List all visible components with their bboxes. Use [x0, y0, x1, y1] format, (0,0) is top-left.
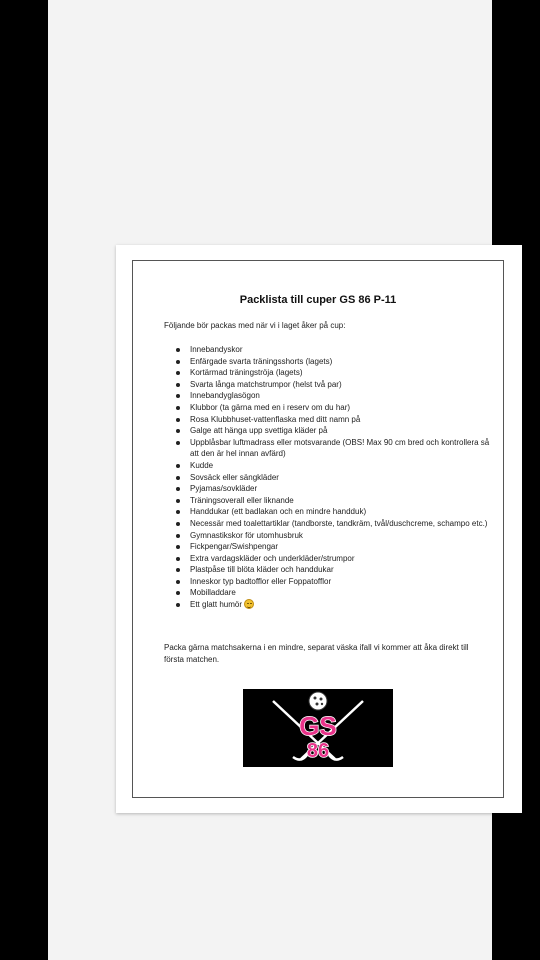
list-item-text: Sovsäck eller sängkläder	[190, 472, 279, 482]
list-item	[164, 541, 494, 553]
list-item-text: Gymnastikskor för utomhusbruk	[190, 530, 303, 540]
list-item	[164, 518, 494, 530]
list-item-text: Pyjamas/sovkläder	[190, 484, 258, 494]
list-item-text: Träningsoverall eller liknande	[190, 495, 294, 505]
list-item	[164, 599, 494, 611]
bullet-icon	[176, 418, 180, 422]
bullet-icon	[176, 603, 180, 607]
document-page	[116, 245, 522, 813]
bullet-icon	[176, 441, 180, 445]
logo-letters: GS	[299, 711, 337, 741]
list-item	[164, 379, 494, 391]
bullet-icon	[176, 499, 180, 503]
packing-list	[164, 344, 494, 611]
smiley-icon	[244, 599, 254, 609]
list-item	[164, 414, 494, 426]
bullet-icon	[176, 371, 180, 375]
bullet-icon	[176, 383, 180, 387]
list-item	[164, 356, 494, 368]
bullet-icon	[176, 429, 180, 433]
list-item-text: Innebandyskor	[190, 345, 243, 354]
document-viewer[interactable]	[48, 0, 492, 960]
list-item-text: Inneskor typ badtofflor eller Foppatofflor	[190, 576, 332, 586]
list-item	[164, 530, 494, 542]
list-item	[164, 495, 494, 507]
list-item	[164, 506, 494, 518]
list-item-text: Ett glatt humör	[190, 600, 243, 610]
list-item-text: Handdukar (ett badlakan och en mindre handduk)	[190, 507, 367, 517]
list-item-text: Galge att hänga upp svettiga kläder på	[190, 426, 328, 436]
bullet-icon	[176, 464, 180, 468]
list-item	[164, 390, 494, 402]
bullet-icon	[176, 522, 180, 526]
list-item-text: Klubbor (ta gärna med en i reserv om du har)	[190, 402, 351, 412]
list-item	[164, 576, 494, 588]
logo-number: 86	[306, 740, 330, 762]
bullet-icon	[176, 557, 180, 561]
list-item	[164, 402, 494, 414]
bullet-icon	[176, 476, 180, 480]
page-border	[132, 260, 504, 798]
list-item	[164, 367, 494, 379]
list-item-text: Extra vardagskläder och underkläder/strumpor	[190, 553, 355, 563]
outro-text: Packa gärna matchsakerna i en mindre, separat väska ifall vi kommer att åka direkt till första matchen.	[164, 643, 469, 664]
list-item	[164, 553, 494, 565]
list-item	[164, 460, 494, 472]
bullet-icon	[176, 534, 180, 538]
list-item	[164, 437, 494, 460]
list-item	[164, 344, 494, 356]
bullet-icon	[176, 348, 180, 352]
list-item-text: Enfärgade svarta träningsshorts (lagets)	[190, 356, 333, 366]
bullet-icon	[176, 360, 180, 364]
list-item-text: Innebandyglasögon	[190, 391, 260, 401]
list-item-text: Svarta långa matchstrumpor (helst två par)	[190, 379, 342, 389]
list-item-text: Kudde	[190, 460, 214, 470]
bullet-icon	[176, 394, 180, 398]
list-item	[164, 425, 494, 437]
list-item-text: Necessär med toalettartiklar (tandborste, tandkräm, tvål/duschcreme, schampo etc.)	[190, 518, 488, 528]
list-item-text: Mobilladdare	[190, 588, 236, 598]
list-item-text: Plastpåse till blöta kläder och handdukar	[190, 565, 334, 575]
list-item-text: Rosa Klubbhuset-vattenflaska med ditt namn på	[190, 414, 361, 424]
list-item	[164, 564, 494, 576]
ball-icon	[309, 692, 327, 710]
bullet-icon	[176, 568, 180, 572]
list-item	[164, 587, 494, 599]
list-item-text: Uppblåsbar luftmadrass eller motsvarande (OBS! Max 90 cm bred och kontrollera så att den är hel innan avfärd)	[190, 437, 490, 459]
list-item	[164, 483, 494, 495]
bullet-icon	[176, 406, 180, 410]
intro-text: Följande bör packas med när vi i laget åker på cup:	[164, 321, 346, 330]
bullet-icon	[176, 545, 180, 549]
list-item	[164, 472, 494, 484]
list-item-text: Fickpengar/Swishpengar	[190, 542, 279, 552]
bullet-icon	[176, 580, 180, 584]
bullet-icon	[176, 487, 180, 491]
list-item-text: Kortärmad träningströja (lagets)	[190, 368, 303, 378]
bullet-icon	[176, 510, 180, 514]
bullet-icon	[176, 591, 180, 595]
club-logo	[243, 689, 393, 767]
document-title: Packlista till cuper GS 86 P-11	[239, 294, 397, 306]
